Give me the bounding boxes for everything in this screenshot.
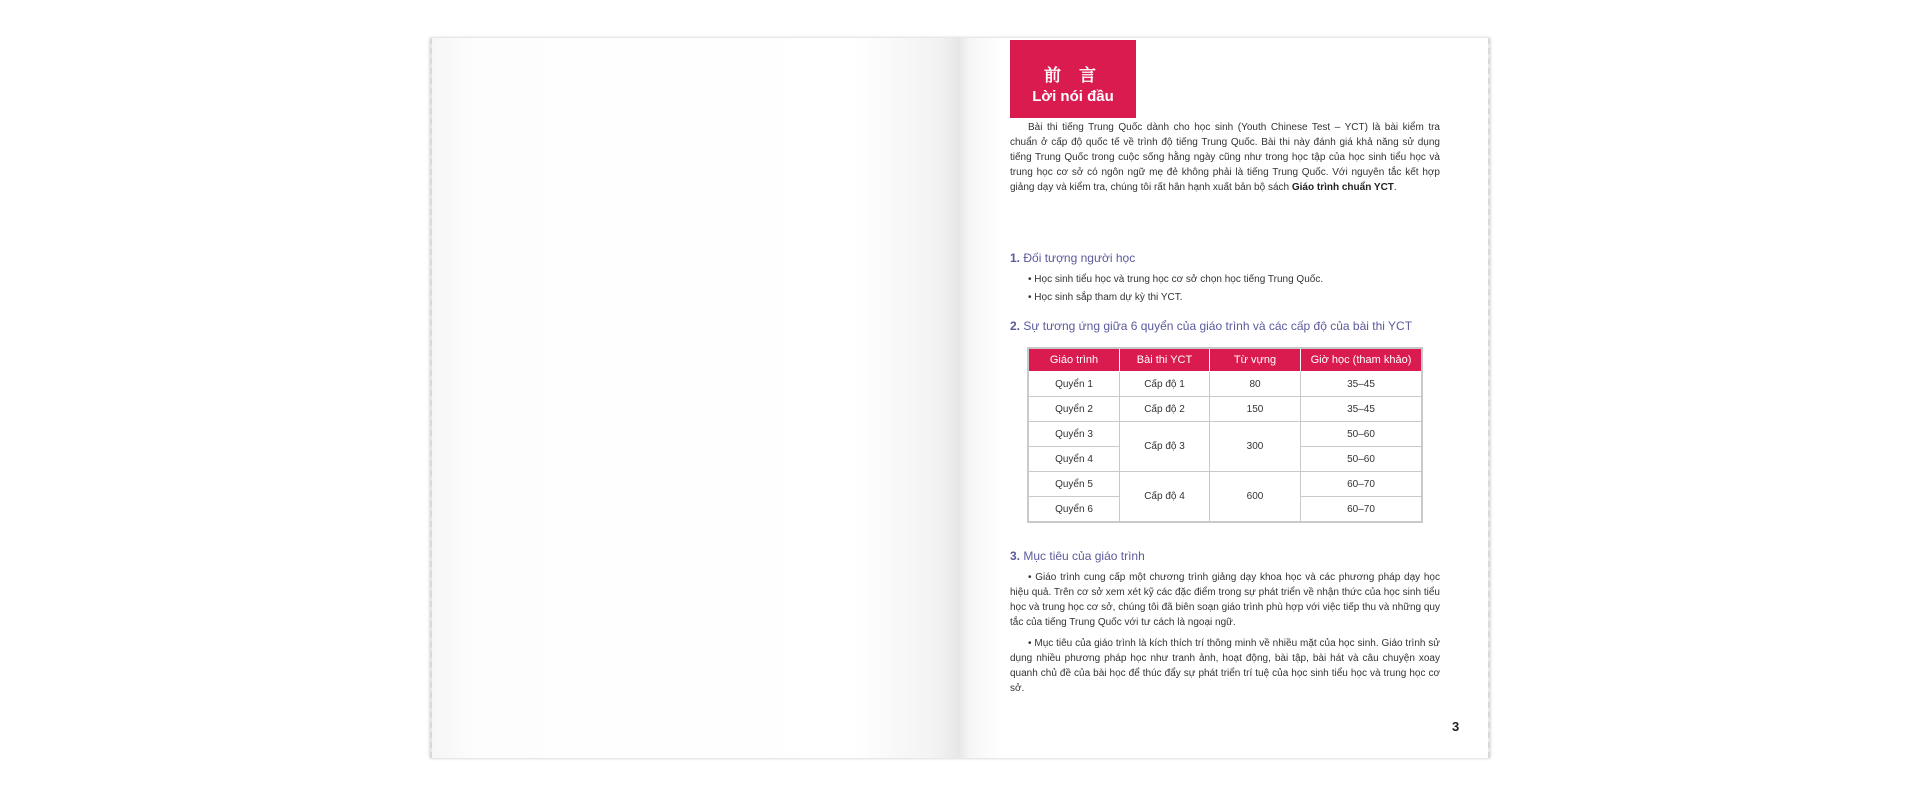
section-1-title: Đối tượng người học	[1023, 251, 1136, 265]
intro-bold-title: Giáo trình chuẩn YCT	[1291, 182, 1394, 193]
section-3-title: Mục tiêu của giáo trình	[1023, 549, 1145, 563]
vocab-cell: 600	[1210, 472, 1301, 523]
header-cell: Giờ học (tham khảo)	[1301, 348, 1423, 372]
level-cell: Cấp độ 1	[1120, 372, 1210, 397]
level-cell: Cấp độ 2	[1120, 397, 1210, 422]
intro-paragraph	[1010, 120, 1440, 195]
hours-cell: 35–45	[1301, 397, 1423, 422]
section-2-number: 2.	[1010, 319, 1021, 333]
section-2-heading	[1010, 318, 1450, 334]
book-cell: Quyển 2	[1028, 397, 1120, 422]
correspondence-table	[1027, 347, 1423, 523]
header-cell: Bài thi YCT	[1120, 348, 1210, 372]
book-cell: Quyển 5	[1028, 472, 1120, 497]
intro-end: .	[1393, 182, 1397, 193]
hours-cell: 50–60	[1301, 422, 1423, 447]
section-2-title: Sự tương ứng giữa 6 quyển của giáo trình và các cấp độ của bài thi YCT	[1023, 319, 1413, 333]
book-cell: Quyển 3	[1028, 422, 1120, 447]
header-cell: Giáo trình	[1028, 348, 1120, 372]
table-row	[1028, 372, 1422, 397]
section-1-bullet-2: • Học sinh sắp tham dự kỳ thi YCT.	[1028, 292, 1183, 303]
book-cell: Quyển 1	[1028, 372, 1120, 397]
hours-cell: 50–60	[1301, 447, 1423, 472]
table-header-row	[1028, 348, 1422, 372]
header-cell: Từ vựng	[1210, 348, 1301, 372]
title-vietnamese: Lời nói đầu	[1032, 88, 1114, 105]
section-1-number: 1.	[1010, 251, 1021, 265]
page-number: 3	[1452, 719, 1460, 734]
section-3-paragraph-1: • Giáo trình cung cấp một chương trình giảng dạy khoa học và các phương pháp dạy học hiệu quả. Trên cơ sở xem xét kỹ các đặc điểm trong sự phát triển về nhận thức của học sinh tiểu học và trung học cơ sở, chúng tôi đã biên soạn giáo trình phù hợp với việc tiếp thu và những quy tắc của tiếng Trung Quốc với tư cách là ngoại ngữ.	[1010, 572, 1440, 628]
hours-cell: 60–70	[1301, 497, 1423, 523]
table-row	[1028, 472, 1422, 497]
title-block	[1010, 40, 1136, 118]
book-cell: Quyển 4	[1028, 447, 1120, 472]
left-page	[430, 38, 960, 758]
vocab-cell: 80	[1210, 372, 1301, 397]
vocab-cell: 300	[1210, 422, 1301, 472]
level-cell: Cấp độ 4	[1120, 472, 1210, 523]
intro-text: Bài thi tiếng Trung Quốc dành cho học sinh (Youth Chinese Test – YCT) là bài kiểm tra chuẩn ở cấp độ quốc tế về trình độ tiếng Trung Quốc. Bài thi này đánh giá khả năng sử dụng tiếng Trung Quốc trong cuộc sống hằng ngày cũng như trong học tập của học sinh tiểu học và trung học cơ sở có ngôn ngữ mẹ đẻ không phải là tiếng Trung Quốc. Với nguyên tắc kết hợp giảng dạy và kiểm tra, chúng tôi rất hân hạnh xuất bản bộ sách	[1010, 122, 1440, 193]
book-spread	[430, 38, 1490, 758]
vocab-cell: 150	[1210, 397, 1301, 422]
section-3-paragraph-2: • Mục tiêu của giáo trình là kích thích trí thông minh về nhiều mặt của học sinh. Giáo trình sử dụng nhiều phương pháp học như tranh ảnh, hoạt động, bài tập, bài hát và câu chuyện xoay quanh chủ đề của bài học để thúc đẩy sự phát triển trí tuệ của học sinh tiểu học và trung học cơ sở.	[1010, 638, 1440, 694]
section-3-heading	[1010, 548, 1450, 564]
section-3-number: 3.	[1010, 549, 1021, 563]
section-1-bullet-1: • Học sinh tiểu học và trung học cơ sở chọn học tiếng Trung Quốc.	[1028, 274, 1324, 285]
section-1-heading	[1010, 250, 1450, 266]
table-row	[1028, 422, 1422, 447]
hours-cell: 60–70	[1301, 472, 1423, 497]
table-row	[1028, 397, 1422, 422]
book-cell: Quyển 6	[1028, 497, 1120, 523]
title-chinese: 前 言	[1044, 66, 1102, 86]
hours-cell: 35–45	[1301, 372, 1423, 397]
level-cell: Cấp độ 3	[1120, 422, 1210, 472]
